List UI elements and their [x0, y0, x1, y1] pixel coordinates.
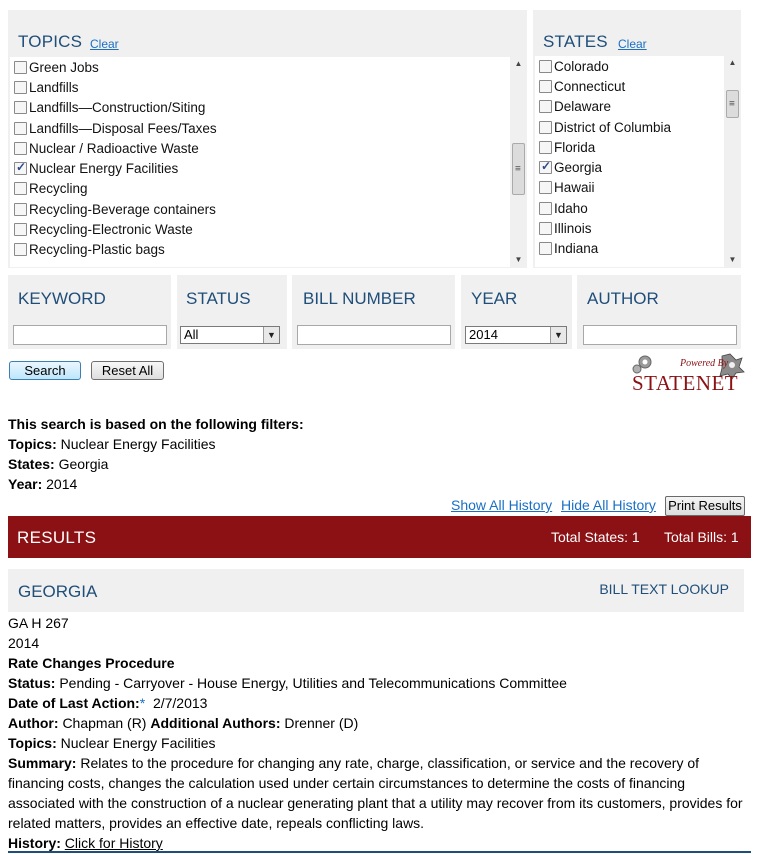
topics-panel	[8, 10, 527, 268]
scroll-up-icon[interactable]: ▲	[514, 59, 523, 68]
list-item[interactable]	[10, 179, 527, 199]
status-select-value: All	[184, 327, 199, 342]
list-item-label: Recycling	[29, 181, 88, 197]
list-item-label: Nuclear Energy Facilities	[29, 161, 179, 177]
print-results-button[interactable]: Print Results	[665, 496, 745, 516]
keyword-input[interactable]	[13, 325, 167, 345]
list-item-label: Indiana	[554, 241, 599, 257]
list-item[interactable]	[535, 76, 741, 96]
checkbox[interactable]	[14, 223, 27, 236]
checkbox[interactable]	[539, 121, 552, 134]
results-title: RESULTS	[17, 528, 97, 547]
bill-date-last-action: Date of Last Action:* 2/7/2013	[8, 695, 208, 711]
list-item[interactable]	[10, 77, 527, 97]
status-label: STATUS	[186, 289, 251, 308]
checkbox[interactable]	[539, 100, 552, 113]
topics-scrollbar[interactable]	[510, 57, 527, 267]
list-item[interactable]	[10, 219, 527, 239]
bill-summary: Summary: Relates to the procedure for changing any rate, charge, classification, or service and the recovery of financing costs, changes the calculation used under certain circumstances to determine the costs of financing associated with the construction of a nuclear generating plant that a utility may recover from its customers, provides for related matters, provides an effective date, repeals conflicting laws.	[8, 755, 743, 831]
checkbox[interactable]	[14, 203, 27, 216]
checkbox[interactable]	[539, 202, 552, 215]
list-item[interactable]	[10, 158, 527, 178]
list-item[interactable]	[535, 137, 741, 157]
states-clear-link[interactable]: Clear	[618, 37, 647, 51]
scroll-thumb[interactable]	[726, 90, 739, 118]
checkbox[interactable]	[539, 242, 552, 255]
states-panel	[533, 10, 741, 268]
state-name: GEORGIA	[18, 582, 98, 601]
states-list	[535, 56, 741, 259]
search-button[interactable]: Search	[9, 361, 81, 380]
checkbox[interactable]	[14, 243, 27, 256]
checkbox[interactable]	[14, 101, 27, 114]
list-item[interactable]	[535, 178, 741, 198]
states-title: STATES	[543, 32, 608, 51]
author-input[interactable]	[583, 325, 737, 345]
statenet-logo	[628, 352, 746, 398]
bill-topics: Topics: Nuclear Energy Facilities	[8, 735, 216, 751]
list-item-label: District of Columbia	[554, 119, 672, 135]
scroll-down-icon[interactable]: ▼	[514, 255, 523, 264]
divider	[8, 851, 751, 853]
list-item-label: Landfills	[29, 79, 79, 95]
show-all-history-link[interactable]: Show All History	[451, 497, 553, 513]
list-item-label: Illinois	[554, 221, 592, 237]
states-listbox	[535, 56, 741, 267]
bill-text-lookup-link[interactable]: BILL TEXT LOOKUP	[599, 581, 729, 597]
list-item[interactable]	[10, 57, 527, 77]
list-item[interactable]	[10, 240, 527, 260]
chevron-down-icon[interactable]: ▼	[550, 327, 566, 343]
list-item[interactable]	[10, 138, 527, 158]
year-filter	[461, 275, 572, 349]
search-summary-topics: Topics: Nuclear Energy Facilities	[8, 436, 216, 452]
powered-by-text: Powered By	[680, 358, 729, 369]
search-summary-heading: This search is based on the following filters:	[8, 416, 304, 432]
list-item-label: Idaho	[554, 200, 588, 216]
list-item[interactable]	[535, 56, 741, 76]
list-item[interactable]	[10, 199, 527, 219]
bill-year: 2014	[8, 635, 40, 651]
bill-history: History: Click for History	[8, 835, 163, 851]
click-for-history-link[interactable]: Click for History	[64, 835, 163, 851]
reset-all-button[interactable]: Reset All	[91, 361, 164, 380]
year-label: YEAR	[471, 289, 518, 308]
checkbox[interactable]	[539, 181, 552, 194]
keyword-label: KEYWORD	[18, 289, 106, 308]
list-item-label: Colorado	[554, 58, 609, 74]
checkbox[interactable]	[14, 81, 27, 94]
hide-all-history-link[interactable]: Hide All History	[561, 497, 656, 513]
list-item-label: Nuclear / Radioactive Waste	[29, 140, 199, 156]
list-item-label: Delaware	[554, 99, 612, 115]
year-select-value: 2014	[469, 327, 498, 342]
total-bills: Total Bills: 1	[664, 529, 739, 545]
status-filter	[177, 275, 287, 349]
bill-title: Rate Changes Procedure	[8, 655, 175, 671]
checkbox[interactable]	[14, 182, 27, 195]
bill-number-input[interactable]	[297, 325, 451, 345]
bill-number-filter	[292, 275, 455, 349]
statenet-brand-text: STATENET	[632, 371, 739, 395]
list-item[interactable]	[10, 98, 527, 118]
list-item[interactable]	[10, 118, 527, 138]
list-item-label: Landfills—Disposal Fees/Taxes	[29, 120, 217, 136]
list-item[interactable]	[535, 117, 741, 137]
list-item-label: Recycling-Plastic bags	[29, 242, 165, 258]
asterisk-icon: *	[139, 695, 146, 711]
checkbox[interactable]	[14, 142, 27, 155]
status-select[interactable]	[180, 326, 280, 344]
list-item-label: Recycling-Beverage containers	[29, 201, 216, 217]
scroll-down-icon[interactable]: ▼	[728, 255, 737, 264]
list-item-label: Florida	[554, 139, 596, 155]
author-label: AUTHOR	[587, 289, 659, 308]
list-item-label: Hawaii	[554, 180, 595, 196]
list-item-label: Green Jobs	[29, 59, 99, 75]
topics-list	[10, 57, 527, 260]
checkbox[interactable]	[14, 61, 27, 74]
states-scrollbar[interactable]	[724, 56, 741, 267]
chevron-down-icon[interactable]: ▼	[263, 327, 279, 343]
list-item[interactable]	[535, 198, 741, 218]
search-summary-states: States: Georgia	[8, 456, 109, 472]
scroll-thumb[interactable]	[512, 143, 525, 195]
list-item[interactable]	[535, 239, 741, 259]
checkbox[interactable]	[539, 141, 552, 154]
author-filter	[577, 275, 741, 349]
checkbox[interactable]	[539, 60, 552, 73]
list-item-label: Landfills—Construction/Siting	[29, 100, 206, 116]
list-item[interactable]	[535, 157, 741, 177]
list-item-label: Recycling-Electronic Waste	[29, 222, 193, 238]
bill-id: GA H 267	[8, 615, 69, 631]
topics-listbox	[10, 57, 527, 267]
keyword-filter	[8, 275, 171, 349]
bill-number-label: BILL NUMBER	[303, 289, 416, 308]
topics-clear-link[interactable]: Clear	[90, 37, 119, 51]
checkbox[interactable]	[14, 122, 27, 135]
year-select[interactable]	[465, 326, 567, 344]
list-item[interactable]	[535, 218, 741, 238]
bill-status: Status: Pending - Carryover - House Energy, Utilities and Telecommunications Committee	[8, 675, 567, 691]
checkbox[interactable]	[539, 80, 552, 93]
state-section-header	[8, 569, 744, 612]
checkbox-checked[interactable]	[14, 162, 27, 175]
bill-authors: Author: Chapman (R) Additional Authors: Drenner (D)	[8, 715, 359, 731]
search-summary-year: Year: 2014	[8, 476, 78, 492]
list-item[interactable]	[535, 97, 741, 117]
results-bar	[8, 516, 751, 558]
list-item-label: Georgia	[554, 160, 603, 176]
checkbox[interactable]	[539, 222, 552, 235]
checkbox-checked[interactable]	[539, 161, 552, 174]
list-item-label: Connecticut	[554, 78, 626, 94]
scroll-up-icon[interactable]: ▲	[728, 58, 737, 67]
total-states: Total States: 1	[551, 529, 640, 545]
topics-title: TOPICS	[18, 32, 83, 51]
